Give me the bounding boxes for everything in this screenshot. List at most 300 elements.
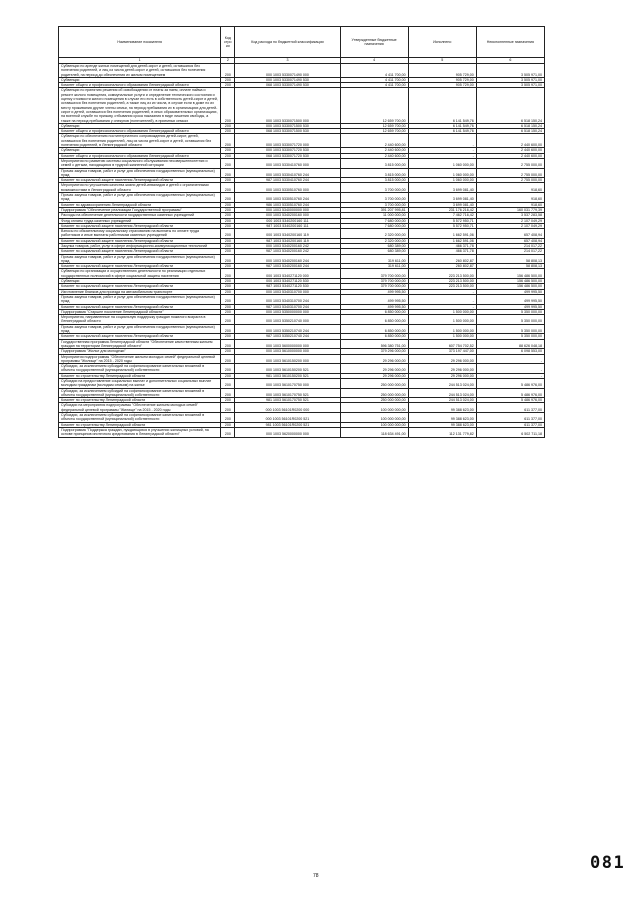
table-row xyxy=(59,334,545,339)
row-unexecuted-amount: 3 505 971,00 xyxy=(476,83,544,88)
row-unexecuted-amount: 156 486 500,00 xyxy=(476,279,544,284)
row-executed-amount: 6 141 549,76 xyxy=(408,123,476,128)
row-classification-code: 981 1003 56101R0200 521 xyxy=(235,422,340,427)
table-row xyxy=(59,284,545,289)
table-row xyxy=(59,264,545,269)
row-unexecuted-amount: 657 408,94 xyxy=(476,238,544,243)
row-approved-amount: 12 659 700,00 xyxy=(340,123,408,128)
row-unexecuted-amount: 214 017,22 xyxy=(476,243,544,248)
table-row xyxy=(59,249,545,254)
row-approved-amount: 250 000 000,00 xyxy=(340,379,408,389)
row-classification-code: 000 1003 5330510760 000 xyxy=(235,183,340,193)
row-name: Комитет по здравоохранению Ленинградской области xyxy=(59,202,221,207)
row-unexecuted-amount: 6 502 711,18 xyxy=(476,427,544,437)
row-name: Комитет по социальной защите населения Ленинградской области xyxy=(59,304,221,309)
table-row xyxy=(59,243,545,248)
row-classification-code: 000 1003 5340271120 000 xyxy=(235,269,340,279)
row-unexecuted-amount: 6 518 150,24 xyxy=(476,88,544,123)
row-name: Прочая закупка товаров, работ и услуг для обеспечения государственных (муниципальных) нужд xyxy=(59,324,221,334)
row-line-code: 200 xyxy=(221,83,235,88)
row-executed-amount: 3 699 081,40 xyxy=(408,183,476,193)
row-executed-amount: 260 802,87 xyxy=(408,254,476,264)
row-line-code: 200 xyxy=(221,339,235,349)
row-unexecuted-amount: 2 107 049,29 xyxy=(476,223,544,228)
table-row xyxy=(59,223,545,228)
row-executed-amount: 1 500 000,00 xyxy=(408,334,476,339)
row-classification-code: 000 1003 5600000000 000 xyxy=(235,339,340,349)
header-unexecuted: Неисполненные назначения xyxy=(476,27,544,58)
column-index: 2 xyxy=(221,58,235,64)
row-executed-amount: - xyxy=(408,153,476,158)
table-row xyxy=(59,254,545,264)
row-name: Комитет общего и профессионального образования Ленинградской области xyxy=(59,153,221,158)
row-name: Подпрограмма "Поддержка граждан, нуждающихся в улучшении жилищных условий, на основе принципов ипотечного кредитования в Ленинградской области" xyxy=(59,427,221,437)
row-line-code: 200 xyxy=(221,349,235,354)
row-classification-code: 000 1003 5340200160 244 xyxy=(235,254,340,264)
row-approved-amount: 2 440 600,00 xyxy=(340,148,408,153)
row-line-code: 200 xyxy=(221,134,235,148)
column-index: 1 xyxy=(59,58,221,64)
row-approved-amount: 596 380 751,00 xyxy=(340,339,408,349)
row-name: Государственная программа Ленинградской области "Обеспечение качественным жильем граждан на территории Ленинградской области" xyxy=(59,339,221,349)
row-line-code: 200 xyxy=(221,123,235,128)
table-body xyxy=(59,64,545,438)
row-approved-amount: 319 611,00 xyxy=(340,264,408,269)
row-approved-amount: 379 700 000,00 xyxy=(340,269,408,279)
header-name: Наименование показателя xyxy=(59,27,221,58)
row-line-code: 200 xyxy=(221,153,235,158)
row-classification-code: 000 1003 5330071500 000 xyxy=(235,88,340,123)
row-unexecuted-amount: 2 440 600,00 xyxy=(476,153,544,158)
row-approved-amount: 3 700 000,00 xyxy=(340,193,408,203)
table-row xyxy=(59,202,545,207)
row-unexecuted-amount: 2 755 000,00 xyxy=(476,168,544,178)
row-approved-amount: 250 000 000,00 xyxy=(340,388,408,398)
row-name: Мероприятия подпрограммы "Обеспечение жильем молодых семей" федеральной целевой программы "Жилище" на 2015 - 2020 годы xyxy=(59,354,221,364)
row-name: Закупка товаров, работ, услуг в сфере информационно-коммуникационных технологий xyxy=(59,243,221,248)
row-classification-code: 987 1003 5340200160 111 xyxy=(235,223,340,228)
row-classification-code: 000 1003 5350210740 000 xyxy=(235,315,340,325)
row-approved-amount: 29 296 000,00 xyxy=(340,373,408,378)
row-approved-amount: 3 815 000,00 xyxy=(340,168,408,178)
row-line-code: 200 xyxy=(221,422,235,427)
row-name: Прочая закупка товаров, работ и услуг для обеспечения государственных (муниципальных) нужд xyxy=(59,294,221,304)
row-name: Субвенции по принятию решения об освобождении от платы за наем, оплате найма и ремонт жилого помещения, коммунальные услуги и определение технического состояния и оценку стоимости жилого помещения в случае его есть в собственность детей-сирот и детей, оставшихся без попечения родителей, а также лиц из их числа, в случае если в доме по их месту проживания другие члены семьи, на период пребывания их в организациях для детей-сирот и детей, оставшихся без попечения родителей, в иных образовательных организациях, на военной службе по призыву, отбывания срока наказания в виде лишения свободы, а также на период пребывания у опекунов (попечителей), в приемных семьях xyxy=(59,88,221,123)
row-classification-code: 000 1003 5350000000 000 xyxy=(235,309,340,314)
table-row xyxy=(59,398,545,403)
row-approved-amount: 100 000 000,00 xyxy=(340,422,408,427)
row-approved-amount: 4 411 700,00 xyxy=(340,83,408,88)
table-row xyxy=(59,158,545,168)
row-line-code: 200 xyxy=(221,158,235,168)
row-line-code: 200 xyxy=(221,88,235,123)
row-name: Комитет по строительству Ленинградской области xyxy=(59,422,221,427)
row-executed-amount: 99 388 623,00 xyxy=(408,413,476,423)
row-classification-code: 987 1003 5330410760 244 xyxy=(235,178,340,183)
row-approved-amount: 4 411 700,00 xyxy=(340,64,408,78)
row-approved-amount: 6 850 000,00 xyxy=(340,315,408,325)
table-row xyxy=(59,269,545,279)
row-classification-code: 000 1003 5330071720 530 xyxy=(235,148,340,153)
row-name: Комитет общего и профессионального образования Ленинградской области xyxy=(59,83,221,88)
row-line-code: 200 xyxy=(221,77,235,82)
column-index: 5 xyxy=(408,58,476,64)
row-executed-amount: 5 572 950,71 xyxy=(408,218,476,223)
row-name: Комитет по строительству Ленинградской области xyxy=(59,398,221,403)
row-line-code: 200 xyxy=(221,388,235,398)
row-approved-amount: 680 389,00 xyxy=(340,243,408,248)
table-row xyxy=(59,403,545,413)
row-classification-code: 068 1003 5330071500 530 xyxy=(235,129,340,134)
row-line-code: 200 xyxy=(221,315,235,325)
row-approved-amount: 3 700 000,00 xyxy=(340,202,408,207)
row-line-code: 200 xyxy=(221,148,235,153)
row-classification-code: 000 1003 5610170750 521 xyxy=(235,388,340,398)
row-executed-amount: 5 572 950,71 xyxy=(408,223,476,228)
row-unexecuted-amount: 156 486 500,00 xyxy=(476,284,544,289)
table-row xyxy=(59,213,545,218)
row-executed-amount: 6 141 549,76 xyxy=(408,129,476,134)
row-unexecuted-amount: 5 350 000,00 xyxy=(476,315,544,325)
row-classification-code: 000 1003 5330071490 000 xyxy=(235,64,340,78)
row-approved-amount: 2 320 000,00 xyxy=(340,229,408,239)
table-row xyxy=(59,134,545,148)
row-line-code: 200 xyxy=(221,364,235,374)
row-classification-code: 000 1003 5610150200 000 xyxy=(235,354,340,364)
row-classification-code: 000 1003 5330510760 244 xyxy=(235,193,340,203)
row-name: Прочая закупка товаров, работ и услуг для обеспечения государственных (муниципальных) нужд xyxy=(59,254,221,264)
row-classification-code: 987 1003 5350210740 244 xyxy=(235,334,340,339)
row-classification-code: 000 1003 5340000000 000 xyxy=(235,207,340,212)
column-index: 4 xyxy=(340,58,408,64)
table-row xyxy=(59,315,545,325)
row-unexecuted-amount: 6 098 553,00 xyxy=(476,349,544,354)
table-header-row xyxy=(59,27,545,58)
row-unexecuted-amount: 214 017,22 xyxy=(476,249,544,254)
row-approved-amount: 12 659 700,00 xyxy=(340,129,408,134)
row-classification-code: 987 1003 5340200160 119 xyxy=(235,238,340,243)
row-approved-amount: 379 700 000,00 xyxy=(340,284,408,289)
budget-sheet xyxy=(58,26,545,438)
table-row xyxy=(59,207,545,212)
row-unexecuted-amount: 2 755 000,00 xyxy=(476,178,544,183)
table-row xyxy=(59,388,545,398)
row-executed-amount: - xyxy=(408,134,476,148)
row-unexecuted-amount: 499 995,50 xyxy=(476,289,544,294)
row-classification-code: 987 1003 5340200160 244 xyxy=(235,264,340,269)
row-name: Субсидии, за исключением субсидий на софинансирование капитальных вложений в объекты государственной (муниципальной) собственности xyxy=(59,413,221,423)
row-executed-amount: - xyxy=(408,304,476,309)
row-unexecuted-amount: 3 505 971,00 xyxy=(476,77,544,82)
row-name: Подпрограмма "Обеспечение реализации Государственной программы" xyxy=(59,207,221,212)
row-unexecuted-amount: 611 377,00 xyxy=(476,413,544,423)
row-unexecuted-amount: 2 107 049,29 xyxy=(476,218,544,223)
row-line-code: 200 xyxy=(221,413,235,423)
header-approved: Утвержденные бюджетные назначения xyxy=(340,27,408,58)
row-approved-amount: 100 000 000,00 xyxy=(340,403,408,413)
row-approved-amount: 11 000 000,00 xyxy=(340,213,408,218)
row-executed-amount: 3 699 081,40 xyxy=(408,193,476,203)
row-unexecuted-amount: - xyxy=(476,364,544,374)
row-name: Комитет общего и профессионального образования Ленинградской области xyxy=(59,129,221,134)
row-executed-amount: 231 176 216,42 xyxy=(408,207,476,212)
header-executed: Исполнено xyxy=(408,27,476,58)
row-classification-code: 000 1003 56101R0200 521 xyxy=(235,413,340,423)
row-line-code: 200 xyxy=(221,129,235,134)
row-name: Комитет по социальной защите населения Ленинградской области xyxy=(59,264,221,269)
row-unexecuted-amount: 5 486 976,00 xyxy=(476,388,544,398)
row-approved-amount: 2 440 600,00 xyxy=(340,134,408,148)
row-classification-code: 981 1003 5610170750 521 xyxy=(235,398,340,403)
row-line-code: 200 xyxy=(221,309,235,314)
row-classification-code: 000 1003 5340310700 000 xyxy=(235,289,340,294)
row-classification-code: 000 1003 5330410760 244 xyxy=(235,168,340,178)
row-classification-code: 068 1003 5330071490 530 xyxy=(235,83,340,88)
row-name: Комитет по социальной защите населения Ленинградской области xyxy=(59,223,221,228)
row-executed-amount: 244 513 024,00 xyxy=(408,388,476,398)
row-unexecuted-amount: 160 031 779,39 xyxy=(476,207,544,212)
row-approved-amount: 2 440 600,00 xyxy=(340,153,408,158)
table-row xyxy=(59,229,545,239)
row-executed-amount: 1 060 000,00 xyxy=(408,178,476,183)
row-name: Прочая закупка товаров, работ и услуг для обеспечения государственных (муниципальных) нужд xyxy=(59,193,221,203)
row-unexecuted-amount: 156 486 500,00 xyxy=(476,269,544,279)
row-approved-amount: 4 411 700,00 xyxy=(340,77,408,82)
row-classification-code: 000 1003 56101R0200 000 xyxy=(235,403,340,413)
row-name: Изготовление бланков для проезда на автомобильном транспорте xyxy=(59,289,221,294)
row-name: Субсидии на предоставление социальных выплат и дополнительных социальных выплат молодым гражданам (молодым семьям) на жилье xyxy=(59,379,221,389)
row-executed-amount: 905 729,00 xyxy=(408,77,476,82)
row-executed-amount: 466 371,78 xyxy=(408,249,476,254)
row-name: Субвенции xyxy=(59,123,221,128)
table-row xyxy=(59,339,545,349)
row-classification-code: 987 1003 5340271120 530 xyxy=(235,284,340,289)
row-unexecuted-amount: 611 377,00 xyxy=(476,422,544,427)
row-unexecuted-amount: 3 537 283,58 xyxy=(476,213,544,218)
row-executed-amount: 373 197 447,00 xyxy=(408,349,476,354)
table-row xyxy=(59,309,545,314)
row-classification-code: 000 1003 5610150200 521 xyxy=(235,364,340,374)
row-line-code: 200 xyxy=(221,269,235,279)
row-executed-amount: 607 754 702,52 xyxy=(408,339,476,349)
row-line-code: 200 xyxy=(221,403,235,413)
table-row xyxy=(59,83,545,88)
row-line-code: 200 xyxy=(221,202,235,207)
row-classification-code: 987 1003 5340310700 244 xyxy=(235,304,340,309)
table-row xyxy=(59,168,545,178)
row-line-code: 200 xyxy=(221,254,235,264)
row-executed-amount: 1 060 000,00 xyxy=(408,158,476,168)
row-classification-code: 000 1003 5330410760 000 xyxy=(235,158,340,168)
row-line-code: 200 xyxy=(221,334,235,339)
row-unexecuted-amount: 2 440 600,00 xyxy=(476,148,544,153)
row-approved-amount: 250 000 000,00 xyxy=(340,398,408,403)
row-approved-amount: 3 815 000,00 xyxy=(340,158,408,168)
row-line-code: 200 xyxy=(221,304,235,309)
row-executed-amount: 244 513 024,00 xyxy=(408,398,476,403)
row-unexecuted-amount: 5 350 000,00 xyxy=(476,309,544,314)
row-unexecuted-amount: 5 350 000,00 xyxy=(476,324,544,334)
row-approved-amount: 3 815 000,00 xyxy=(340,178,408,183)
row-executed-amount: 1 662 591,06 xyxy=(408,238,476,243)
row-unexecuted-amount: 88 626 048,18 xyxy=(476,339,544,349)
row-unexecuted-amount: - xyxy=(476,354,544,364)
row-name: Комитет по социальной защите населения Ленинградской области xyxy=(59,334,221,339)
row-executed-amount: 29 296 000,00 xyxy=(408,354,476,364)
row-approved-amount: 29 296 000,00 xyxy=(340,364,408,374)
row-executed-amount: 466 371,78 xyxy=(408,243,476,248)
row-name: Прочая закупка товаров, работ и услуг для обеспечения государственных (муниципальных) нужд xyxy=(59,168,221,178)
row-approved-amount: 379 296 000,00 xyxy=(340,349,408,354)
row-classification-code: 000 1003 5340200160 119 xyxy=(235,229,340,239)
table-row xyxy=(59,193,545,203)
row-name: Расходы на обеспечение деятельности государственных казенных учреждений xyxy=(59,213,221,218)
row-approved-amount: 7 680 000,00 xyxy=(340,218,408,223)
row-line-code: 200 xyxy=(221,223,235,228)
row-classification-code: 981 1003 5610150200 521 xyxy=(235,373,340,378)
row-line-code: 200 xyxy=(221,284,235,289)
table-row xyxy=(59,373,545,378)
row-unexecuted-amount: 3 505 971,00 xyxy=(476,64,544,78)
row-classification-code: 000 1003 5330071490 530 xyxy=(235,77,340,82)
row-name: Фонд оплаты труда казенных учреждений xyxy=(59,218,221,223)
row-line-code: 200 xyxy=(221,427,235,437)
page-number: 78 xyxy=(313,873,319,879)
row-classification-code: 000 1003 5610170750 000 xyxy=(235,379,340,389)
row-classification-code: 000 1003 5620000000 000 xyxy=(235,427,340,437)
row-line-code: 200 xyxy=(221,354,235,364)
row-executed-amount: 3 699 081,40 xyxy=(408,202,476,207)
row-line-code: 200 xyxy=(221,398,235,403)
row-approved-amount: 29 296 000,00 xyxy=(340,354,408,364)
budget-execution-table xyxy=(58,26,545,438)
table-row xyxy=(59,413,545,423)
row-line-code: 200 xyxy=(221,379,235,389)
row-approved-amount: 680 389,00 xyxy=(340,249,408,254)
row-unexecuted-amount: 611 377,00 xyxy=(476,403,544,413)
row-unexecuted-amount: 5 486 976,00 xyxy=(476,379,544,389)
row-name: Мероприятия по развитию системы социального обслуживания несовершеннолетних и семей с детьми, находящихся в трудной жизненной ситуации xyxy=(59,158,221,168)
row-executed-amount: 1 060 000,00 xyxy=(408,168,476,178)
row-approved-amount: 3 700 000,00 xyxy=(340,183,408,193)
row-name: Комитет по социальной защите населения Ленинградской области xyxy=(59,284,221,289)
row-unexecuted-amount: 2 440 600,00 xyxy=(476,134,544,148)
table-row xyxy=(59,129,545,134)
row-name: Субсидии на мероприятия подпрограммы "Обеспечение жильем молодых семей" федеральной целевой программы "Жилище" на 2015 - 2020 годы xyxy=(59,403,221,413)
row-executed-amount: 1 500 000,00 xyxy=(408,309,476,314)
row-classification-code: 986 1003 5330510760 244 xyxy=(235,202,340,207)
row-executed-amount: - xyxy=(408,294,476,304)
row-line-code: 200 xyxy=(221,229,235,239)
row-executed-amount: 29 296 000,00 xyxy=(408,373,476,378)
row-name: Субвенции xyxy=(59,77,221,82)
row-approved-amount: 6 850 000,00 xyxy=(340,324,408,334)
row-unexecuted-amount: 6 518 150,24 xyxy=(476,123,544,128)
row-line-code: 200 xyxy=(221,279,235,284)
row-executed-amount: 99 388 623,00 xyxy=(408,403,476,413)
row-name: Взносы по обязательному социальному страхованию на выплаты по оплате труда работников и иные выплаты работникам казенных учреждений xyxy=(59,229,221,239)
row-line-code: 200 xyxy=(221,207,235,212)
row-classification-code: 068 1003 5330071720 530 xyxy=(235,153,340,158)
row-name: Субвенции по организации и осуществлению деятельности по реализации отдельных государственных полномочий в сфере социальной защиты населения xyxy=(59,269,221,279)
archive-stamp-number: 081 xyxy=(590,853,626,873)
table-row xyxy=(59,379,545,389)
table-row xyxy=(59,324,545,334)
table-row xyxy=(59,88,545,123)
row-line-code: 200 xyxy=(221,64,235,78)
row-line-code: 200 xyxy=(221,168,235,178)
row-executed-amount: 112 131 779,82 xyxy=(408,427,476,437)
row-unexecuted-amount: 657 408,94 xyxy=(476,229,544,239)
row-classification-code: 000 1003 5330071720 000 xyxy=(235,134,340,148)
row-executed-amount: - xyxy=(408,148,476,153)
row-unexecuted-amount: 58 808,13 xyxy=(476,254,544,264)
row-unexecuted-amount: 5 350 000,00 xyxy=(476,334,544,339)
row-line-code: 200 xyxy=(221,264,235,269)
row-unexecuted-amount: 6 518 150,24 xyxy=(476,129,544,134)
row-unexecuted-amount: 918,60 xyxy=(476,202,544,207)
row-executed-amount: 99 388 623,00 xyxy=(408,422,476,427)
row-executed-amount: 244 513 024,00 xyxy=(408,379,476,389)
table-row xyxy=(59,427,545,437)
row-approved-amount: 499 995,50 xyxy=(340,289,408,294)
row-unexecuted-amount: 918,60 xyxy=(476,193,544,203)
row-name: Субсидии, за исключением субсидий на софинансирование капитальных вложений в объекты государственной (муниципальной) собственности xyxy=(59,388,221,398)
header-classification: Код расхода по бюджетной классификации xyxy=(235,27,340,58)
table-row xyxy=(59,238,545,243)
row-line-code: 200 xyxy=(221,238,235,243)
row-name: Комитет по строительству Ленинградской области xyxy=(59,373,221,378)
row-approved-amount: 12 659 700,00 xyxy=(340,88,408,123)
row-executed-amount: 6 141 549,76 xyxy=(408,88,476,123)
row-approved-amount: 2 320 000,00 xyxy=(340,238,408,243)
row-name: Субвенции xyxy=(59,279,221,284)
table-row xyxy=(59,294,545,304)
row-line-code: 200 xyxy=(221,249,235,254)
row-classification-code: 000 1003 5340200160 000 xyxy=(235,213,340,218)
row-name: Подпрограмма "Старшее поколение Ленинградской области" xyxy=(59,309,221,314)
row-unexecuted-amount: 2 755 000,00 xyxy=(476,158,544,168)
row-name: Субсидии, за исключением субсидий на софинансирование капитальных вложений в объекты государственной (муниципальной) собственности xyxy=(59,364,221,374)
row-name: Комитет по социальной защите населения Ленинградской области xyxy=(59,178,221,183)
row-approved-amount: 391 207 995,81 xyxy=(340,207,408,212)
table-row xyxy=(59,178,545,183)
table-row xyxy=(59,64,545,78)
table-row xyxy=(59,364,545,374)
row-approved-amount: 100 000 000,00 xyxy=(340,413,408,423)
row-classification-code: 000 1003 5340200160 111 xyxy=(235,218,340,223)
row-executed-amount: 1 500 000,00 xyxy=(408,324,476,334)
row-line-code: 200 xyxy=(221,294,235,304)
row-unexecuted-amount: 58 808,13 xyxy=(476,264,544,269)
row-executed-amount: 29 296 000,00 xyxy=(408,364,476,374)
row-line-code: 200 xyxy=(221,243,235,248)
header-line-code: Код стро ки xyxy=(221,27,235,58)
row-name: Субвенции по обеспечению постинтернатного сопровождения детей-сирот, детей, оставшихся без попечения родителей, лиц из числа детей-сирот и детей, оставшихся без попечения родителей, в Ленинградской области xyxy=(59,134,221,148)
row-unexecuted-amount: 499 995,50 xyxy=(476,294,544,304)
row-approved-amount: 118 634 491,00 xyxy=(340,427,408,437)
row-approved-amount: 499 995,50 xyxy=(340,294,408,304)
row-line-code: 200 xyxy=(221,289,235,294)
row-classification-code: 000 1003 5340271120 530 xyxy=(235,279,340,284)
row-executed-amount: 260 802,87 xyxy=(408,264,476,269)
row-name: Комитет по социальной защите населения Ленинградской области xyxy=(59,249,221,254)
row-approved-amount: 319 611,00 xyxy=(340,254,408,264)
table-row xyxy=(59,183,545,193)
table-row xyxy=(59,422,545,427)
row-line-code: 200 xyxy=(221,193,235,203)
row-name: Мероприятия, направленные на социальную поддержку граждан пожилого возраста в Ленинградской области xyxy=(59,315,221,325)
